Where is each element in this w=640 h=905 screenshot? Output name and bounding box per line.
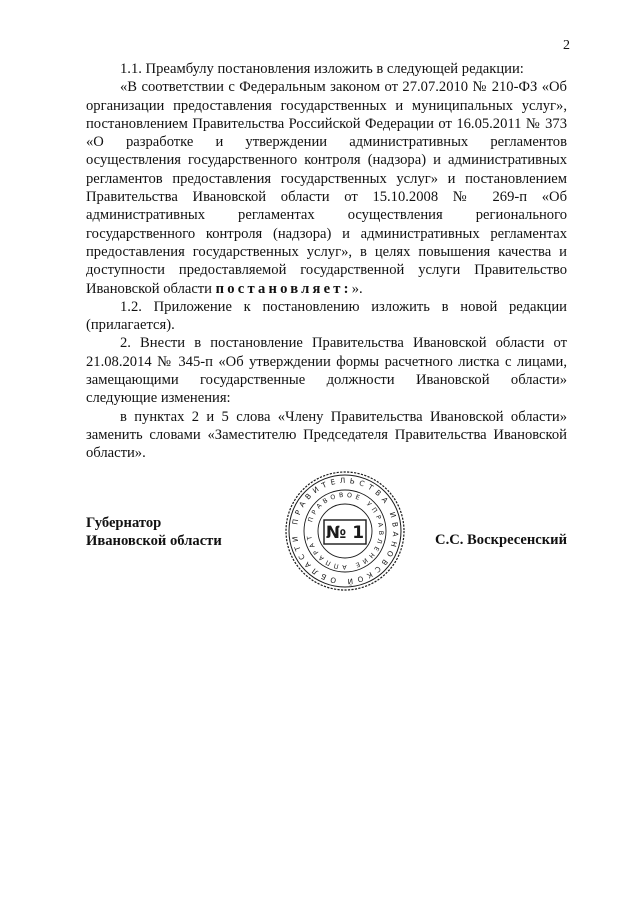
- paragraph-1-1: 1.1. Преамбулу постановления изложить в следующей редакции:: [120, 61, 524, 77]
- signatory-title: [86, 514, 222, 551]
- signatory-title-line1: Губернатор: [86, 515, 162, 531]
- official-seal-stamp: [282, 468, 408, 594]
- paragraph-2: 2. Внести в постановление Правительства Ивановской области от 21.08.2014 № 345-п «Об утверждении формы расчетного листка с лицами, замещающими государственные должности Ивановской области» следующие изменения:: [86, 335, 567, 407]
- paragraph-quote: [86, 78, 567, 298]
- seal-inner-text: ПРАВОВОЕ УПРАВЛЕНИЕ АППАРАТ: [306, 491, 385, 571]
- signatory-title-line2: Ивановской области: [86, 533, 222, 550]
- signatory-name: С.С. Воскресенский: [435, 532, 567, 548]
- quote-end: ».: [351, 280, 363, 297]
- paragraph-1-2: 1.2. Приложение к постановлению изложить в новой редакции (прилагается).: [86, 298, 567, 334]
- seal-ring-text: ПРАВИТЕЛЬСТВА ИВАНОВСКОЙ ОБЛАСТИ: [290, 475, 401, 586]
- seal-number: № 1: [325, 523, 365, 543]
- quote-bold-word: постановляет:: [215, 280, 352, 297]
- document-body: [86, 60, 567, 463]
- paragraph-2-detail: в пунктах 2 и 5 слова «Члену Правительства Ивановской области» заменить словами «Заместителю Председателя Правительства Ивановской области».: [86, 408, 567, 462]
- page-number: 2: [563, 38, 570, 53]
- quote-text: «В соответствии с Федеральным законом от 27.07.2010 № 210-ФЗ «Об организации предоставления государственных и муниципальных услуг», постановлением Правительства Российской Федерации от 16.05.2011 № 373 «О разработке и утверждении административных регламентов осуществления государственного контроля (надзора) и административных регламентов предоставления государственных услуг» и постановлением Правительства Ивановской области от 15.10.2008 № 269-п «Об административных регламентах осуществления регионального государственного контроля (надзора) и административных регламентах предоставления государственных услуг», в целях повышения качества и доступности предоставляемой государственной услуги Правительство Ивановской области: [86, 79, 567, 297]
